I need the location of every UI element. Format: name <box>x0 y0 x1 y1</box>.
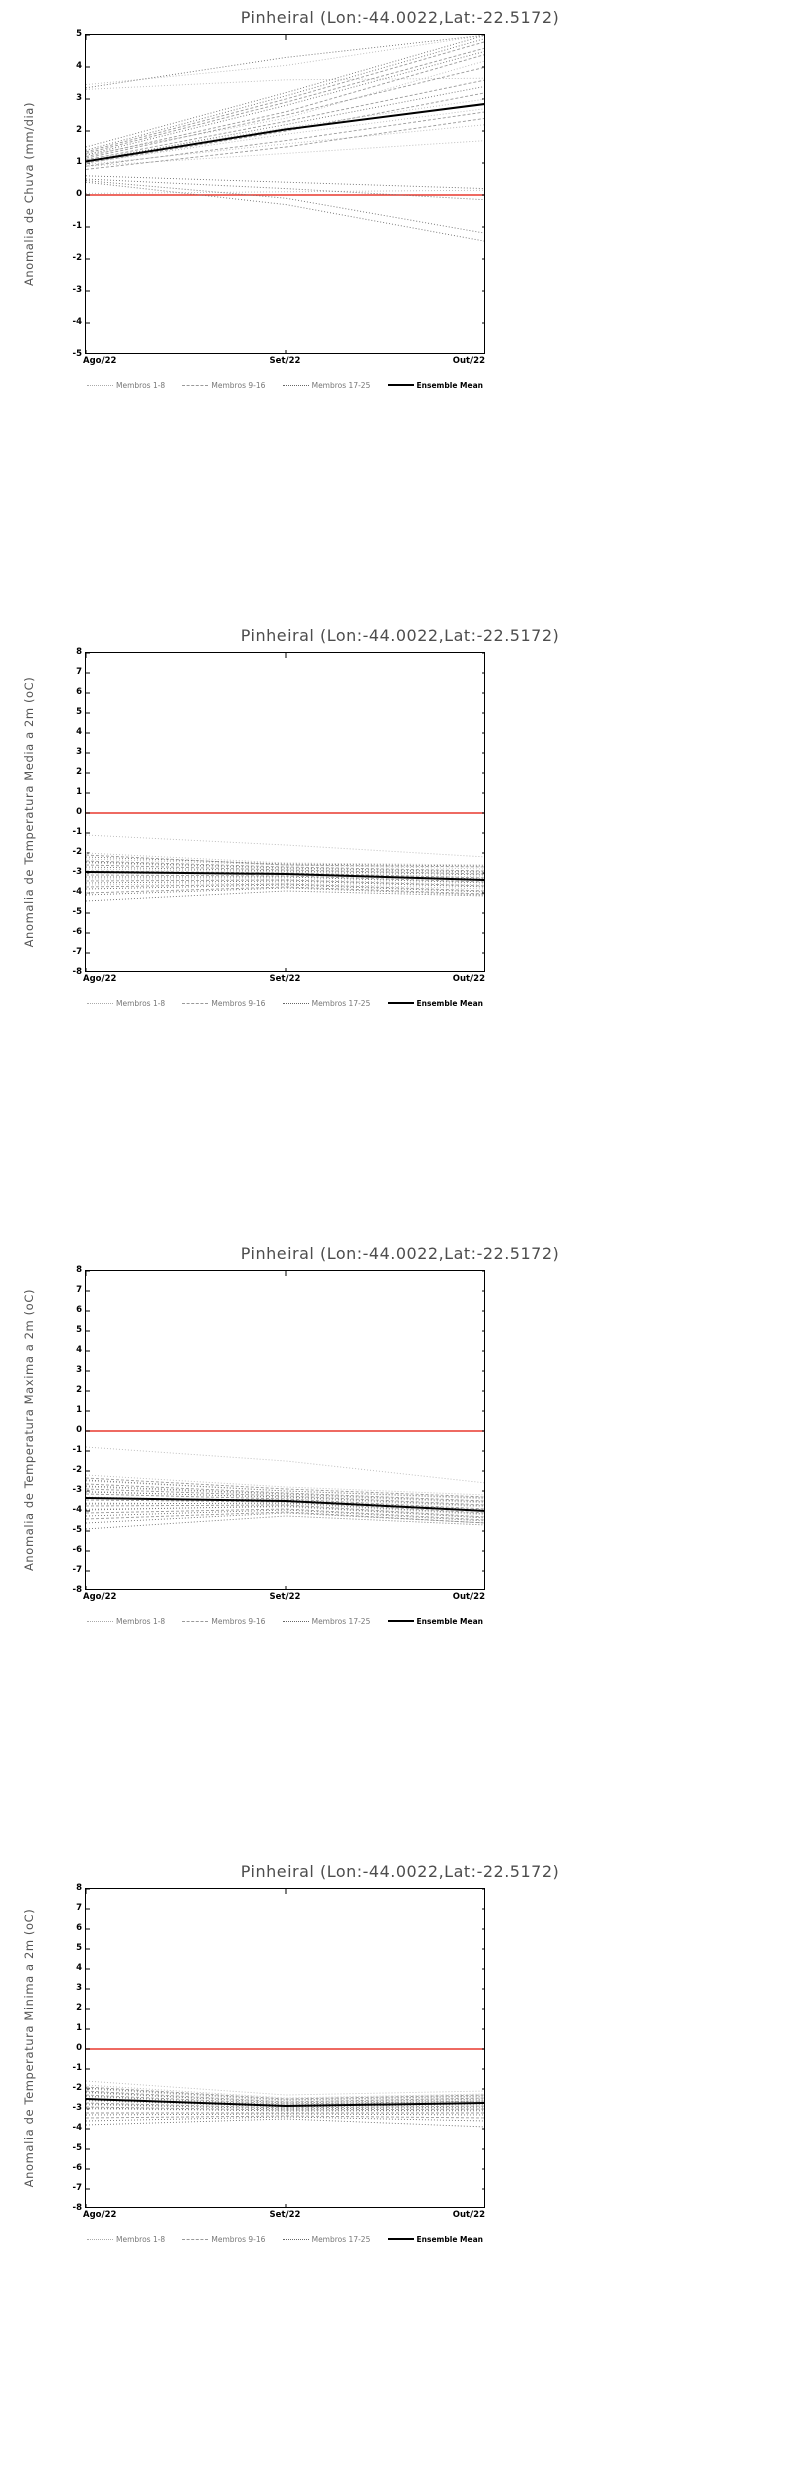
member-line <box>86 176 485 189</box>
y-tick-label: 7 <box>76 1285 82 1295</box>
y-tick-label: -8 <box>72 1585 82 1595</box>
member-line <box>86 883 485 889</box>
y-tick-label: -7 <box>72 1565 82 1575</box>
legend-item <box>283 2235 371 2244</box>
member-line <box>86 881 485 887</box>
y-tick-label: 1 <box>76 157 82 167</box>
legend-item <box>182 999 265 1008</box>
y-tick-label: 4 <box>76 1963 82 1973</box>
y-tick-label: 3 <box>76 1365 82 1375</box>
legend-label: Membros 17-25 <box>311 998 371 1008</box>
y-tick-label: 7 <box>76 1903 82 1913</box>
y-tick-label: -3 <box>72 867 82 877</box>
y-axis-label: Anomalia de Temperatura Media a 2m (oC) <box>22 676 36 948</box>
y-tick-label: -5 <box>72 349 82 359</box>
plot-area <box>85 652 485 972</box>
y-tick-label: -1 <box>72 827 82 837</box>
legend-swatch <box>87 385 113 386</box>
panel-title: Pinheiral (Lon:-44.0022,Lat:-22.5172) <box>240 1862 560 1881</box>
y-tick-label: -2 <box>72 2083 82 2093</box>
y-tick-label: 8 <box>76 1883 82 1893</box>
chart-legend <box>85 378 485 392</box>
member-line <box>86 861 485 871</box>
x-tick-labels <box>85 2210 485 2224</box>
member-line <box>86 2117 485 2121</box>
y-tick-label: -7 <box>72 947 82 957</box>
member-line <box>86 1480 485 1498</box>
y-tick-label: -8 <box>72 2203 82 2213</box>
x-tick-label: Set/22 <box>269 2210 301 2220</box>
legend-item <box>388 2235 483 2244</box>
legend-label: Membros 1-8 <box>116 998 166 1008</box>
x-tick-labels <box>85 1592 485 1606</box>
member-line <box>86 1503 485 1515</box>
legend-label: Membros 17-25 <box>311 2234 371 2244</box>
member-line <box>86 38 485 150</box>
x-tick-label: Out/22 <box>452 356 485 366</box>
legend-swatch <box>283 1621 309 1622</box>
member-line <box>86 54 485 156</box>
y-axis-label: Anomalia de Chuva (mm/dia) <box>22 101 36 287</box>
y-tick-label: -2 <box>72 1465 82 1475</box>
y-axis-label: Anomalia de Temperatura Minima a 2m (oC) <box>22 1908 36 2188</box>
legend-item <box>87 999 165 1008</box>
legend-item <box>388 1617 483 1626</box>
y-tick-label: 4 <box>76 1345 82 1355</box>
member-line <box>86 835 485 857</box>
member-line <box>86 888 485 895</box>
y-tick-label: 8 <box>76 1265 82 1275</box>
legend-label: Membros 1-8 <box>116 1616 166 1626</box>
chart-legend <box>85 2232 485 2246</box>
x-tick-label: Set/22 <box>269 1592 301 1602</box>
y-tick-label: 5 <box>76 1943 82 1953</box>
y-tick-label: 0 <box>76 807 82 817</box>
member-line <box>86 1475 485 1495</box>
x-tick-labels <box>85 974 485 988</box>
legend-item <box>283 999 371 1008</box>
y-tick-label: 5 <box>76 707 82 717</box>
member-line <box>86 80 485 160</box>
panel-title: Pinheiral (Lon:-44.0022,Lat:-22.5172) <box>240 626 560 645</box>
legend-swatch <box>388 1620 414 1622</box>
series-canvas <box>86 1271 485 1590</box>
legend-swatch <box>182 1621 208 1622</box>
chart-panel-tmed <box>0 618 800 1236</box>
y-tick-label: -3 <box>72 285 82 295</box>
legend-swatch <box>87 1003 113 1004</box>
legend-item <box>283 381 371 390</box>
y-tick-labels <box>60 29 82 359</box>
member-line <box>86 48 485 154</box>
y-tick-label: -5 <box>72 1525 82 1535</box>
chart-panel-tmin <box>0 1854 800 2472</box>
legend-swatch <box>283 2239 309 2240</box>
y-tick-labels <box>60 647 82 977</box>
member-line <box>86 862 485 872</box>
member-line <box>86 2085 485 2098</box>
plot-area <box>85 1888 485 2208</box>
legend-swatch <box>87 2239 113 2240</box>
legend-label: Membros 9-16 <box>211 2234 266 2244</box>
legend-item <box>182 2235 265 2244</box>
y-tick-label: -1 <box>72 221 82 231</box>
legend-label: Ensemble Mean <box>416 1616 483 1626</box>
y-tick-label: 1 <box>76 1405 82 1415</box>
y-tick-label: -6 <box>72 1545 82 1555</box>
y-tick-label: 5 <box>76 29 82 39</box>
legend-item <box>182 381 265 390</box>
legend-item <box>388 999 483 1008</box>
panel-title: Pinheiral (Lon:-44.0022,Lat:-22.5172) <box>240 1244 560 1263</box>
member-line <box>86 51 485 155</box>
y-tick-label: -6 <box>72 2163 82 2173</box>
chart-panel-tmax <box>0 1236 800 1854</box>
legend-label: Membros 1-8 <box>116 2234 166 2244</box>
legend-swatch <box>182 385 208 386</box>
y-tick-label: 0 <box>76 189 82 199</box>
legend-item <box>182 1617 265 1626</box>
plot-area <box>85 34 485 354</box>
legend-swatch <box>182 2239 208 2240</box>
y-tick-label: 2 <box>76 1385 82 1395</box>
x-tick-label: Set/22 <box>269 974 301 984</box>
y-tick-labels <box>60 1265 82 1595</box>
x-tick-label: Set/22 <box>269 356 301 366</box>
x-tick-label: Out/22 <box>452 974 485 984</box>
y-tick-label: -2 <box>72 253 82 263</box>
legend-label: Ensemble Mean <box>416 998 483 1008</box>
legend-item <box>283 1617 371 1626</box>
legend-swatch <box>283 385 309 386</box>
y-tick-label: 2 <box>76 767 82 777</box>
y-axis-label: Anomalia de Temperatura Maxima a 2m (oC) <box>22 1288 36 1572</box>
legend-item <box>87 2235 165 2244</box>
member-line <box>86 1478 485 1497</box>
y-tick-label: 4 <box>76 727 82 737</box>
y-tick-label: -4 <box>72 887 82 897</box>
y-tick-label: -2 <box>72 847 82 857</box>
member-line <box>86 879 485 885</box>
y-tick-label: 6 <box>76 1923 82 1933</box>
member-line <box>86 2116 485 2118</box>
x-tick-labels <box>85 356 485 370</box>
chart-legend <box>85 996 485 1010</box>
x-tick-label: Ago/22 <box>83 2210 117 2220</box>
legend-label: Membros 9-16 <box>211 1616 266 1626</box>
legend-label: Membros 17-25 <box>311 380 371 390</box>
legend-label: Membros 9-16 <box>211 380 266 390</box>
x-tick-label: Out/22 <box>452 2210 485 2220</box>
legend-swatch <box>388 384 414 386</box>
x-tick-label: Out/22 <box>452 1592 485 1602</box>
y-tick-label: 5 <box>76 1325 82 1335</box>
y-tick-label: -4 <box>72 317 82 327</box>
y-tick-label: 1 <box>76 787 82 797</box>
series-canvas <box>86 653 485 972</box>
member-line <box>86 41 485 151</box>
y-tick-label: -1 <box>72 2063 82 2073</box>
legend-swatch <box>182 1003 208 1004</box>
legend-label: Membros 1-8 <box>116 380 166 390</box>
legend-label: Ensemble Mean <box>416 380 483 390</box>
y-tick-label: 0 <box>76 2043 82 2053</box>
legend-label: Ensemble Mean <box>416 2234 483 2244</box>
y-tick-label: 3 <box>76 1983 82 1993</box>
y-tick-label: -6 <box>72 927 82 937</box>
series-canvas <box>86 35 485 354</box>
y-tick-label: 6 <box>76 687 82 697</box>
panel-title: Pinheiral (Lon:-44.0022,Lat:-22.5172) <box>240 8 560 27</box>
x-tick-label: Ago/22 <box>83 974 117 984</box>
y-tick-labels <box>60 1883 82 2213</box>
x-tick-label: Ago/22 <box>83 356 117 366</box>
y-tick-label: 3 <box>76 747 82 757</box>
y-tick-label: -3 <box>72 2103 82 2113</box>
member-line <box>86 78 485 89</box>
y-tick-label: 3 <box>76 93 82 103</box>
y-tick-label: 0 <box>76 1425 82 1435</box>
member-line <box>86 35 485 85</box>
y-tick-label: 4 <box>76 61 82 71</box>
y-tick-label: 6 <box>76 1305 82 1315</box>
legend-label: Membros 9-16 <box>211 998 266 1008</box>
y-tick-label: 2 <box>76 125 82 135</box>
legend-item <box>87 381 165 390</box>
member-line <box>86 190 485 193</box>
legend-swatch <box>87 1621 113 1622</box>
y-tick-label: -5 <box>72 2143 82 2153</box>
legend-swatch <box>388 1002 414 1004</box>
y-tick-label: 8 <box>76 647 82 657</box>
y-tick-label: -5 <box>72 907 82 917</box>
legend-swatch <box>388 2238 414 2240</box>
y-tick-label: -8 <box>72 967 82 977</box>
chart-panel-precip <box>0 0 800 618</box>
chart-legend <box>85 1614 485 1628</box>
y-tick-label: -4 <box>72 2123 82 2133</box>
y-tick-label: -3 <box>72 1485 82 1495</box>
member-line <box>86 86 485 161</box>
member-line <box>86 35 485 88</box>
legend-item <box>388 381 483 390</box>
y-tick-label: -4 <box>72 1505 82 1515</box>
ensemble-mean-line <box>86 872 485 880</box>
member-line <box>86 2081 485 2095</box>
legend-item <box>87 1617 165 1626</box>
member-line <box>86 2114 485 2115</box>
member-line <box>86 885 485 892</box>
x-tick-label: Ago/22 <box>83 1592 117 1602</box>
legend-label: Membros 17-25 <box>311 1616 371 1626</box>
ensemble-mean-line <box>86 104 485 162</box>
y-tick-label: 1 <box>76 2023 82 2033</box>
plot-area <box>85 1270 485 1590</box>
member-line <box>86 1447 485 1483</box>
member-line <box>86 853 485 865</box>
series-canvas <box>86 1889 485 2208</box>
y-tick-label: -1 <box>72 1445 82 1455</box>
y-tick-label: -7 <box>72 2183 82 2193</box>
y-tick-label: 2 <box>76 2003 82 2013</box>
y-tick-label: 7 <box>76 667 82 677</box>
legend-swatch <box>283 1003 309 1004</box>
member-line <box>86 179 485 200</box>
